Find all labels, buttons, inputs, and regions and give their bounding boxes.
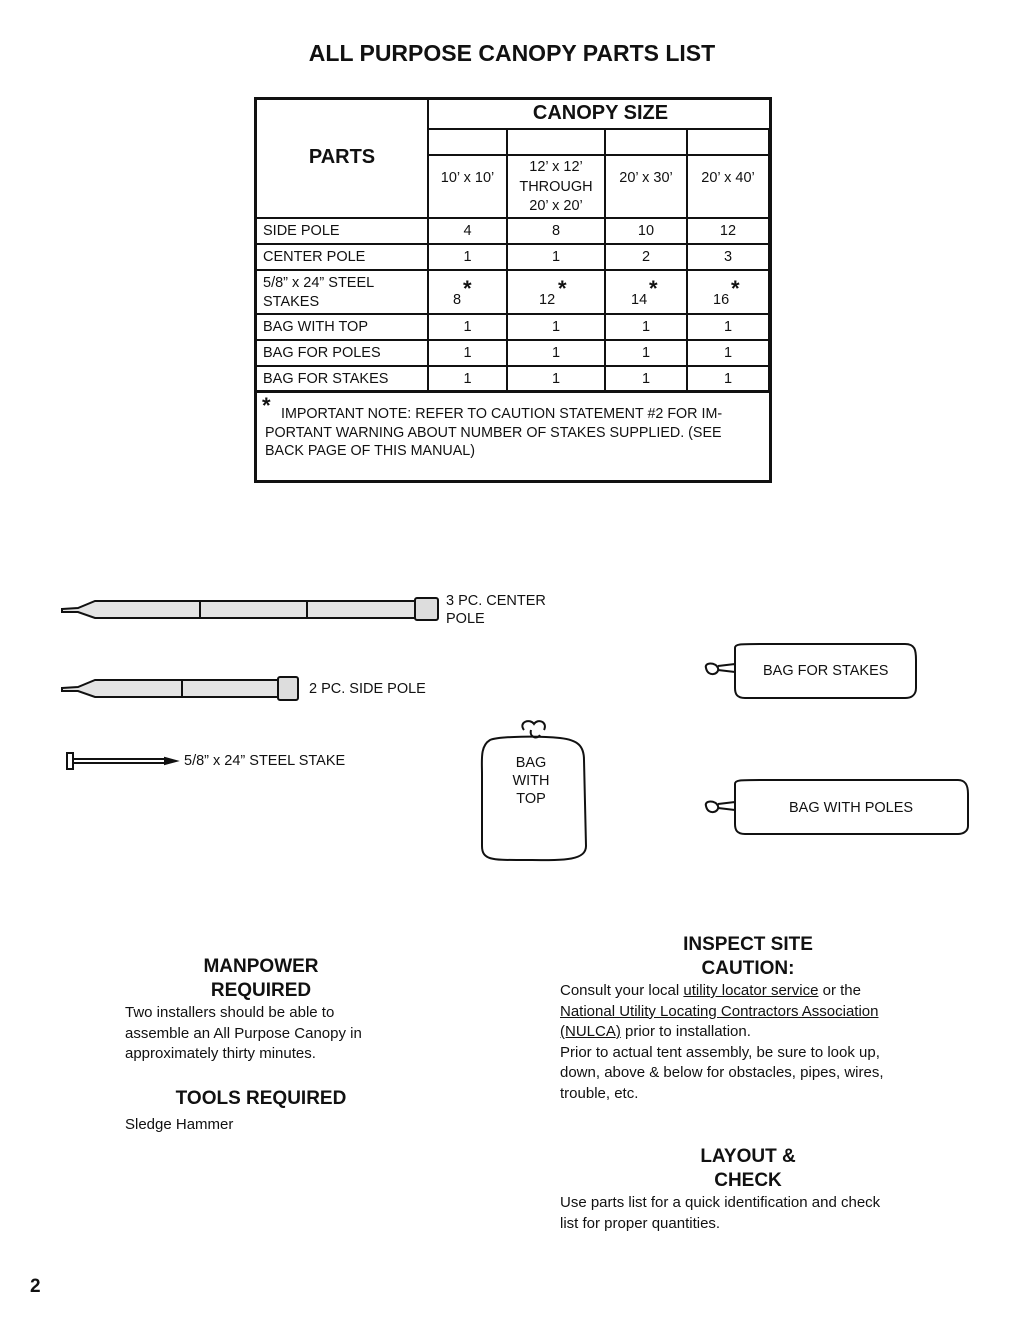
inspect-heading-1: INSPECT SITE (683, 934, 813, 955)
part-steel-stakes-line2: STAKES (263, 294, 320, 310)
qty-cell: 1 (641, 319, 651, 335)
nulca-abbrev-link[interactable]: (NULCA) (560, 1023, 621, 1040)
part-steel-stakes-line1: 5/8” x 24” STEEL (263, 275, 375, 291)
tools-heading: TOOLS REQUIRED (175, 1088, 347, 1109)
inspect-site-section: INSPECT SITE CAUTION: Consult your local utility locator service or the National Utility Locating Contractors Association (NULCA) prior to installation. Prior to actual tent assembly, be sure to look up, down, above & below for obstacles, pipes, wires, trouble, etc. (560, 933, 940, 1104)
steel-stake-label: 5/8” x 24” STEEL STAKE (184, 753, 346, 769)
note-asterisk: * (262, 393, 271, 418)
tools-section (125, 1087, 485, 1136)
qty-cell: 3 (723, 249, 733, 265)
qty-cell: 1 (551, 371, 561, 387)
qty-cell: 8 (453, 292, 462, 308)
center-pole-drawing (62, 598, 438, 620)
bag-with-top-label: BAG WITH TOP (512, 755, 550, 807)
qty-cell: 8 (551, 223, 561, 239)
qty-cell: 14 (631, 292, 648, 308)
qty-cell: 1 (463, 319, 472, 335)
layout-heading-2: CHECK (714, 1170, 782, 1191)
qty-cell: 1 (463, 371, 472, 387)
col-header-20x20: 20’ x 20’ (529, 198, 583, 214)
qty-cell: 1 (463, 249, 472, 265)
layout-heading-1: LAYOUT & (700, 1146, 796, 1167)
qty-cell: 1 (551, 249, 561, 265)
page-title: ALL PURPOSE CANOPY PARTS LIST (308, 40, 716, 66)
part-bag-for-stakes: BAG FOR STAKES (263, 371, 389, 387)
part-side-pole: SIDE POLE (263, 223, 340, 239)
utility-locator-link[interactable]: utility locator service (683, 982, 819, 999)
qty-cell: 12 (719, 223, 737, 239)
nulca-link[interactable]: National Utility Locating Contractors Association (560, 1002, 879, 1020)
tools-text: Sledge Hammer (125, 1116, 234, 1133)
col-header-12x12: 12’ x 12’ (529, 159, 583, 175)
layout-check-section: LAYOUT & CHECK Use parts list for a quick identification and check list for proper quantities. (560, 1145, 940, 1234)
manpower-heading-2: REQUIRED (210, 980, 312, 1001)
bag-with-poles-label: BAG WITH POLES (789, 800, 914, 816)
important-note: IMPORTANT NOTE: REFER TO CAUTION STATEMENT #2 FOR IM- PORTANT WARNING ABOUT NUMBER OF STAKES SUPPLIED. (SEE BACK PAGE OF THIS MANUAL) (265, 406, 723, 459)
inspect-heading-2: CAUTION: (701, 958, 795, 979)
side-pole-label: 2 PC. SIDE POLE (309, 681, 426, 697)
qty-cell: 16 (713, 292, 730, 308)
qty-cell: 1 (723, 319, 733, 335)
asterisk-mark: * (731, 276, 740, 301)
col-header-20x40: 20’ x 40’ (701, 170, 755, 186)
qty-cell: 1 (551, 319, 561, 335)
qty-cell: 1 (463, 345, 472, 361)
parts-column-header: PARTS (308, 146, 376, 168)
bag-for-stakes-label: BAG FOR STAKES (763, 663, 889, 679)
qty-cell: 1 (641, 371, 651, 387)
manpower-heading-1: MANPOWER (203, 956, 319, 977)
part-bag-with-top: BAG WITH TOP (263, 319, 369, 335)
part-center-pole: CENTER POLE (263, 249, 366, 265)
asterisk-mark: * (463, 276, 472, 301)
steel-stake-drawing (67, 753, 176, 769)
asterisk-mark: * (558, 276, 567, 301)
qty-cell: 10 (637, 223, 655, 239)
qty-cell: 1 (723, 345, 733, 361)
part-bag-for-poles: BAG FOR POLES (263, 345, 381, 361)
qty-cell: 1 (723, 371, 733, 387)
side-pole-drawing (62, 677, 298, 700)
qty-cell: 1 (551, 345, 561, 361)
canopy-size-header: CANOPY SIZE (532, 102, 669, 124)
manpower-section: MANPOWER REQUIRED Two installers should be able to assemble an All Purpose Canopy in approximately thirty minutes. (125, 955, 485, 1065)
col-header-20x30: 20’ x 30’ (619, 170, 673, 186)
col-header-10x10: 10’ x 10’ (440, 170, 495, 186)
qty-cell: 2 (641, 249, 651, 265)
asterisk-mark: * (649, 276, 658, 301)
center-pole-label: 3 PC. CENTER POLE (446, 593, 546, 627)
qty-cell: 4 (463, 223, 472, 239)
col-header-through: THROUGH (519, 179, 593, 195)
page-number: 2 (30, 1276, 41, 1297)
parts-table (254, 97, 772, 483)
qty-cell: 1 (641, 345, 651, 361)
qty-cell: 12 (539, 292, 556, 308)
